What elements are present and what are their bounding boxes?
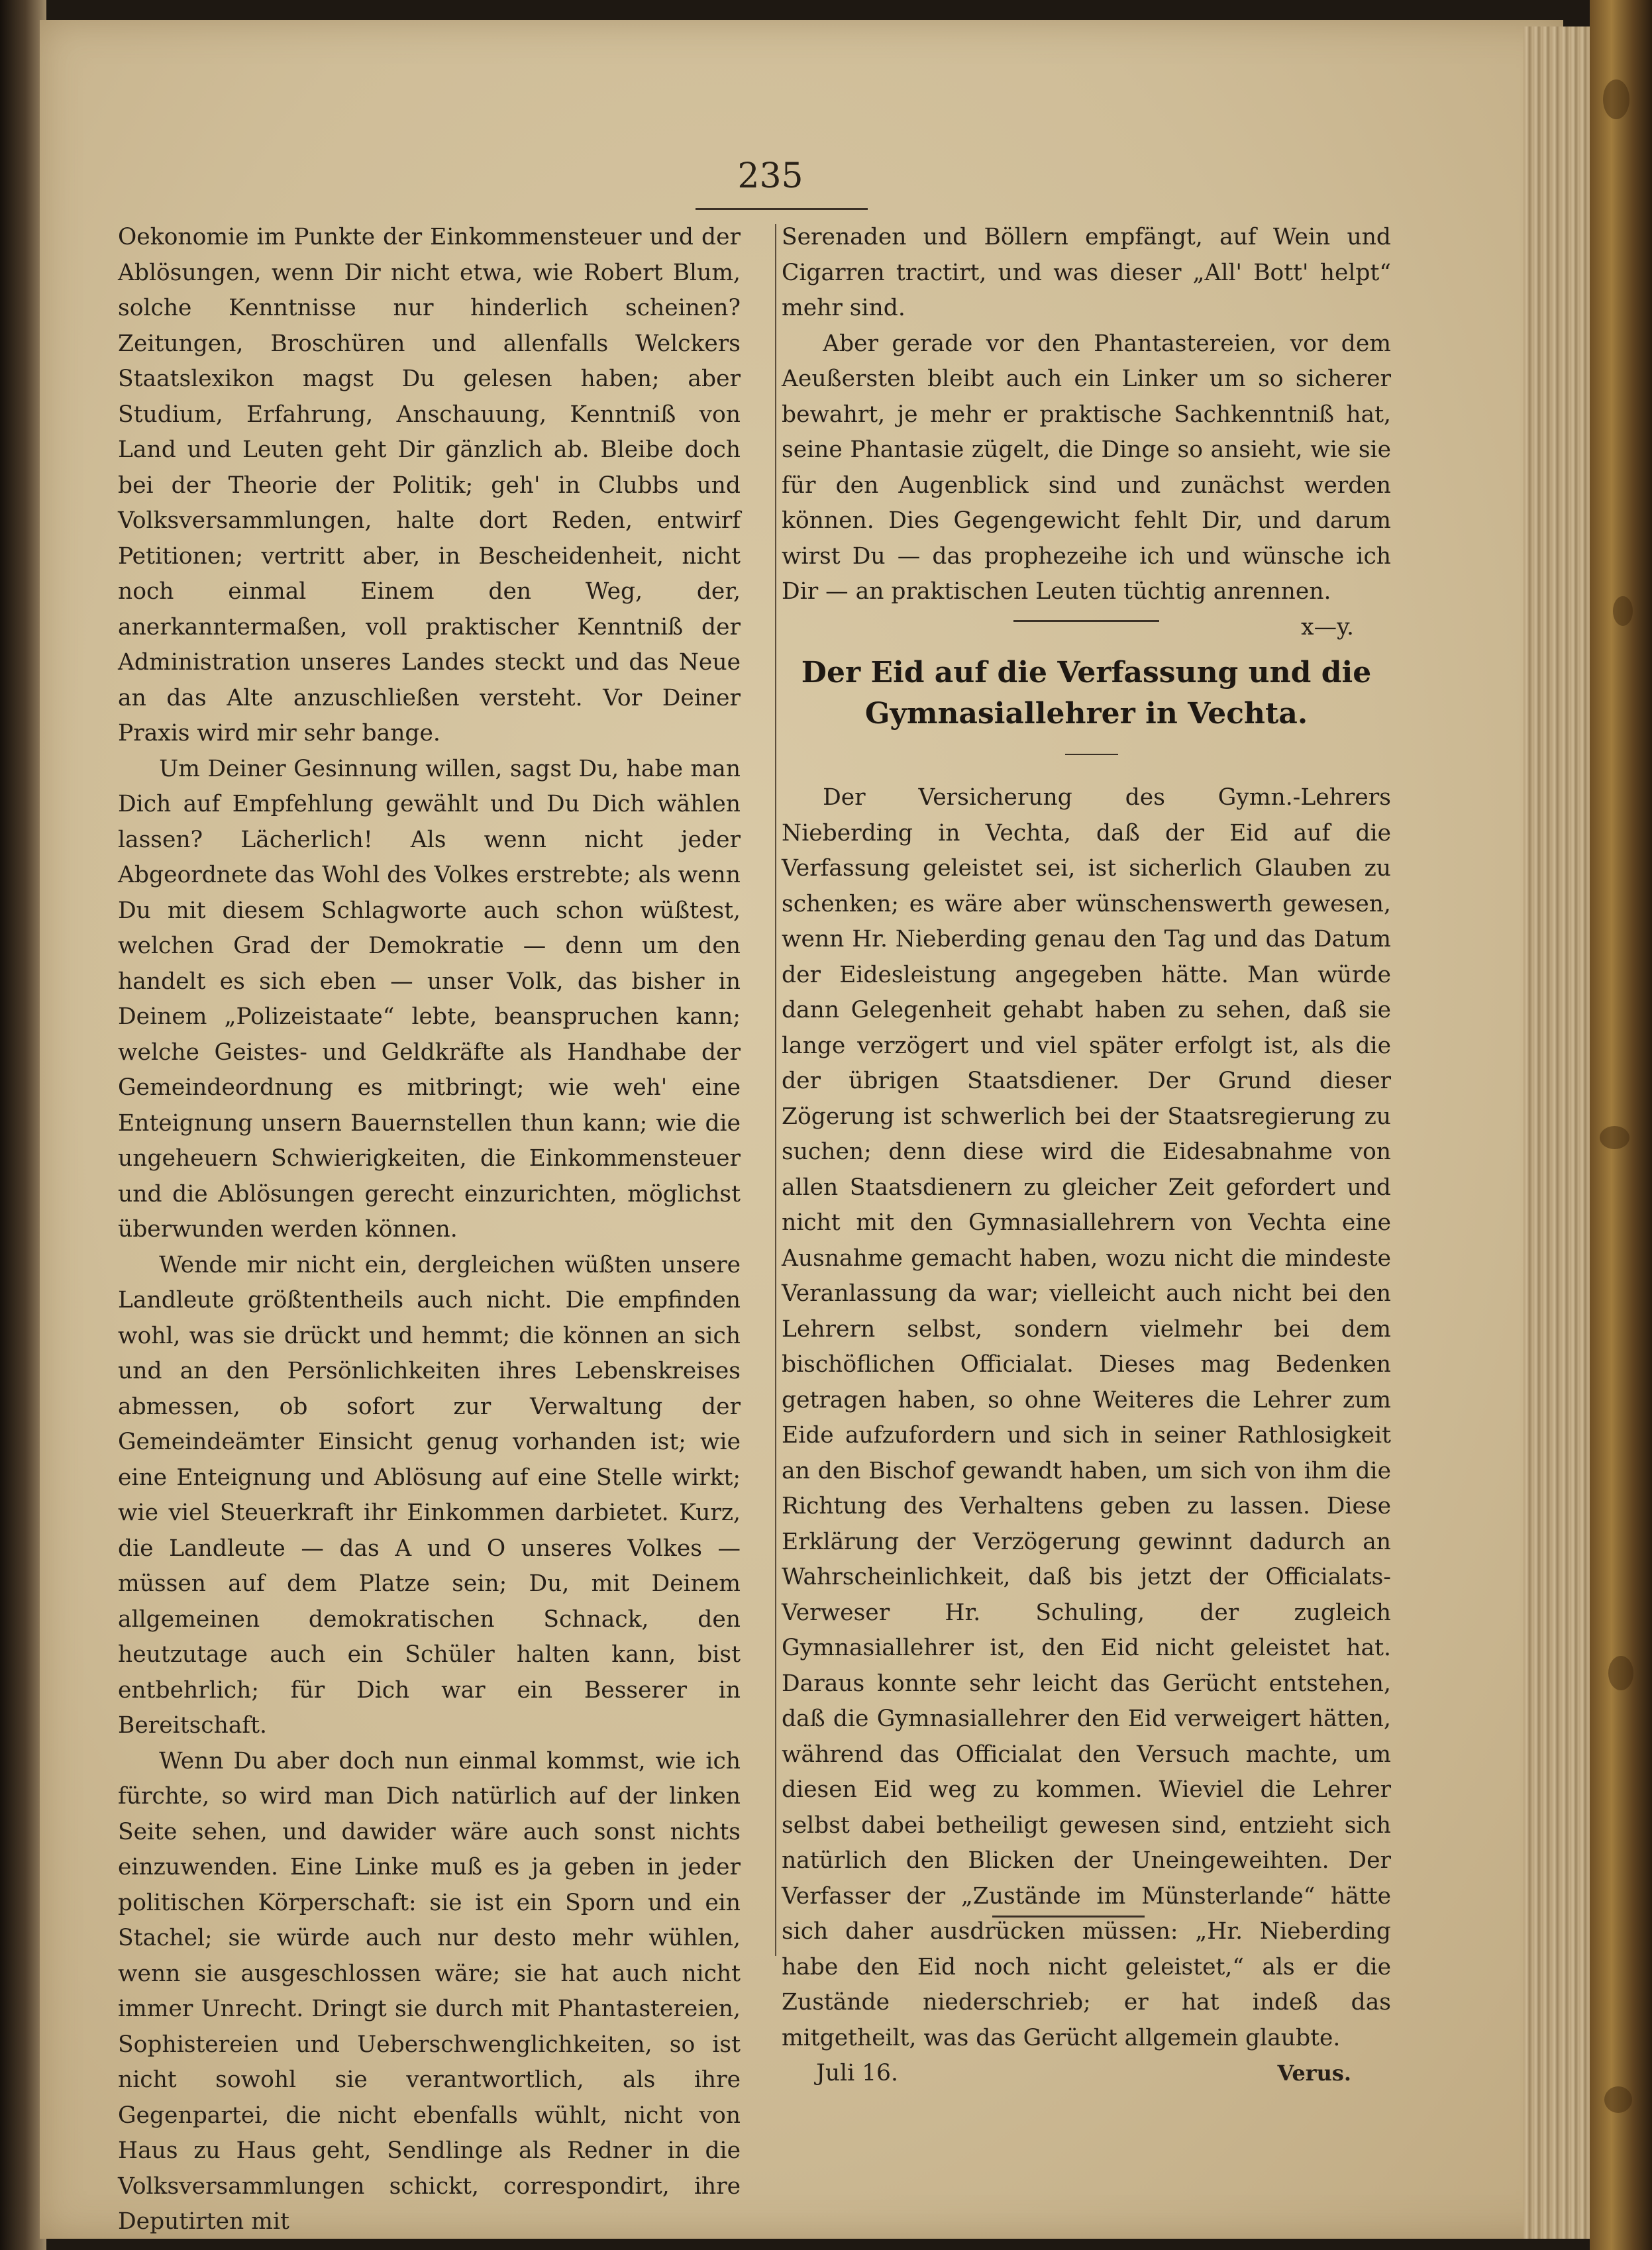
section-rule — [1013, 620, 1159, 622]
paragraph: Um Deiner Gesinnung willen, sagst Du, habe man Dich auf Empfehlung gewählt und Du Dich wählen lassen? Lächerlich! Als wenn nicht jeder Abgeordnete das Wohl des Volkes erstrebte; als wenn Du mit diesem Schlagworte auch schon wüßtest, welchen Grad der Demokratie — denn um den handelt es sich eben — unser Volk, das bisher in Deinem „Polizeistaate“ lebte, beanspruchen kann; welche Geistes- und Geldkräfte als Handhabe der Gemeindeordnung es mitbringt; wie weh' eine Enteignung unsern Bauernstellen thun kann; wie die ungeheuern Schwierigkeiten, die Einkommensteuer und die Ablösungen gerecht einzurichten, möglichst überwunden werden können. — [118, 755, 741, 1243]
column-divider — [775, 224, 776, 1956]
left-column — [118, 220, 741, 2240]
paragraph: Aber gerade vor den Phantastereien, vor dem Aeußersten bleibt auch ein Linker um so sicherer bewahrt, je mehr er praktische Sachkenntniß hat, seine Phantasie zügelt, die Dinge so ansieht, wie sie für den Augenblick sind und zunächst werden können. Dies Gegengewicht fehlt Dir, und darum wirst Du — das prophezeihe ich und wünsche ich Dir — an praktischen Leuten tüchtig anrennen. — [782, 330, 1391, 605]
signature: x—y. — [1301, 613, 1354, 640]
dateline: Juli 16. — [816, 2060, 898, 2086]
article-body — [782, 780, 1391, 2092]
right-column-continuation — [782, 220, 1391, 645]
book-cover-edge — [1590, 0, 1652, 2250]
closing-rule — [992, 1916, 1145, 1918]
title-rule — [1065, 754, 1118, 755]
paragraph: Der Versicherung des Gymn.-Lehrers Nieberding in Vechta, daß der Eid auf die Verfassung geleistet sei, ist sicherlich Glauben zu schenken; es wäre aber wünschenswerth gewesen, wenn Hr. Nieberding genau den Tag und das Datum der Eidesleistung angegeben hätte. Man würde dann Gelegenheit gehabt haben zu sehen, daß sie lange verzögert und viel später erfolgt ist, als die der übrigen Staatsdiener. Der Grund dieser Zögerung ist schwerlich bei der Staatsregierung zu suchen; denn diese wird die Eidesabnahme von allen Staatsdienern zu gleicher Zeit gefordert und nicht mit den Gymnasiallehrern von Vechta eine Ausnahme gemacht haben, wozu nicht die mindeste Veranlassung da war; vielleicht auch nicht bei den Lehrern selbst, sondern vielmehr bei dem bischöflichen Officialat. Dieses mag Bedenken getragen haben, so ohne Weiteres die Lehrer zum Eide aufzufordern und sich in seiner Rathlosigkeit an den Bischof gewandt haben, um sich von ihm die Richtung des Verhaltens geben zu lassen. Diese Erklärung der Verzögerung gewinnt dadurch an Wahrscheinlichkeit, daß bis jetzt der Officialats-Verweser Hr. Schuling, der zugleich Gymnasiallehrer ist, den Eid nicht geleistet hat. Daraus konnte sehr leicht das Gerücht entstehen, daß die Gymnasiallehrer den Eid verweigert hätten, während das Officialat den Versuch machte, um diesen Eid weg zu kommen. Wieviel die Lehrer selbst dabei betheiligt gewesen sind, entzieht sich natürlich den Blicken der Uneingeweihten. Der Verfasser der „Zustände im Münsterlande“ hätte sich daher ausdrücken müssen: „Hr. Nieberding habe den Eid noch nicht geleistet,“ als er die Zustände niederschrieb; er hat indeß das mitgetheilt, was das Gerücht allgemein glaubte. — [782, 784, 1391, 2051]
paragraph: Wenn Du aber doch nun einmal kommst, wie ich fürchte, so wird man Dich natürlich auf der linken Seite sehen, und dawider wäre auch sonst nichts einzuwenden. Eine Linke muß es ja geben in jeder politischen Körperschaft: sie ist ein Sporn und ein Stachel; sie würde auch nur desto mehr wühlen, wenn sie ausgeschlossen wäre; sie hat auch nicht immer Unrecht. Dringt sie durch mit Phantastereien, Sophistereien und Ueberschwenglichkeiten, so ist nicht sowohl sie verantwortlich, als ihre Gegenpartei, die nicht ebenfalls wühlt, nicht von Haus zu Haus geht, Sendlinge als Redner in die Volksversammlungen schickt, correspondirt, ihre Deputirten mit — [118, 1747, 741, 2235]
dateline-row — [782, 2056, 1391, 2092]
article-title: Der Eid auf die Verfassung und die Gymnasiallehrer in Vechta. — [801, 656, 1372, 731]
page-number: 235 — [737, 156, 803, 196]
header-rule — [696, 208, 868, 210]
paragraph: Oekonomie im Punkte der Einkommensteuer und der Ablösungen, wenn Dir nicht etwa, wie Robert Blum, solche Kenntnisse nur hinderlich scheinen? Zeitungen, Broschüren und allenfalls Welckers Staatslexikon magst Du gelesen haben; aber Studium, Erfahrung, Anschauung, Kenntniß von Land und Leuten geht Dir gänzlich ab. Bleibe doch bei der Theorie der Politik; geh' in Clubbs und Volksversammlungen, halte dort Reden, entwirf Petitionen; vertritt aber, in Bescheidenheit, nicht noch einmal Einem den Weg, der, anerkanntermaßen, voll praktischer Kenntniß der Administration unseres Landes steckt und das Neue an das Alte anzuschließen versteht. Vor Deiner Praxis wird mir sehr bange. — [118, 224, 741, 746]
paragraph: Serenaden und Böllern empfängt, auf Wein und Cigarren tractirt, und was dieser „All' Bott' helpt“ mehr sind. — [782, 224, 1391, 321]
paragraph: Wende mir nicht ein, dergleichen wüßten unsere Landleute größtentheils auch nicht. Die empfinden wohl, was sie drückt und hemmt; die können an sich und an den Persönlichkeiten ihres Lebenskreises abmessen, ob sofort zur Verwaltung der Gemeindeämter Einsicht genug vorhanden ist; wie eine Enteignung und Ablösung auf eine Stelle wirkt; wie viel Steuerkraft ihr Einkommen darbietet. Kurz, die Landleute — das A und O unseres Volkes — müssen auf dem Platze sein; Du, mit Deinem allgemeinen demokratischen Schnack, den heutzutage auch ein Schüler halten kann, bist entbehrlich; für Dich war ein Besserer in Bereitschaft. — [118, 1251, 741, 1739]
signature: Verus. — [1277, 2061, 1351, 2086]
